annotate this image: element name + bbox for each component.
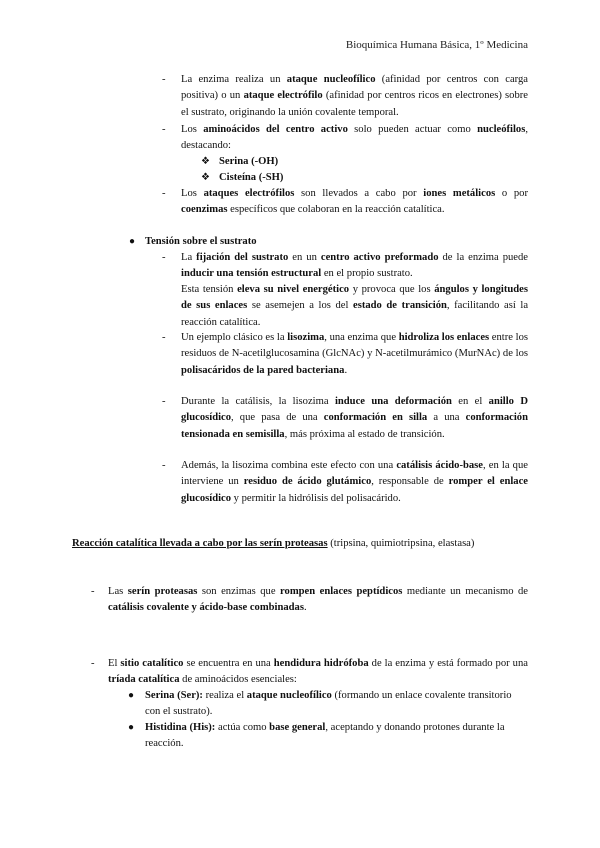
histidina-triad-item: Histidina (His): actúa como base general, aceptando y donando protones durante la reacción. bbox=[145, 722, 505, 750]
diamond-bullet-icon: ❖ bbox=[201, 156, 210, 167]
bullet-icon: ● bbox=[128, 722, 135, 733]
serina-subitem: Serina (-OH) bbox=[219, 156, 279, 167]
nucleophilic-attack-item: La enzima realiza un ataque nucleofílico (afinidad por centros con carga positiva) o un ataque electrófilo (afinidad por centros ricos en electrones) sobre el sustrato, originando la unión covalente temporal. bbox=[181, 74, 529, 118]
lysozyme-example-item: Un ejemplo clásico es la lisozima, una enzima que hidroliza los enlaces entre los residuos de N-acetilglucosamina (GlcNAc) y N-acetilmurámico (MurNAc) de los polisacáridos de la pared bacteriana. bbox=[181, 332, 528, 376]
list-dash: - bbox=[162, 188, 166, 199]
list-dash: - bbox=[162, 252, 166, 263]
catalytic-site-item: El sitio catalítico se encuentra en una hendidura hidrófoba de la enzima y está formado por una tríada catalítica de aminoácidos esenciales: bbox=[108, 658, 528, 686]
page-header: Bioquímica Humana Básica, 1º Medicina bbox=[345, 39, 528, 51]
list-dash: - bbox=[162, 124, 166, 135]
substrate-fixation-item: La fijación del sustrato en un centro activo preformado de la enzima puede inducir una tensión estructural en el propio sustrato. bbox=[181, 252, 529, 280]
bullet-icon: ● bbox=[129, 236, 136, 247]
list-dash: - bbox=[91, 658, 95, 669]
active-center-amino-acids-item: Los aminoácidos del centro activo solo pueden actuar como nucleófilos, destacando: bbox=[181, 124, 528, 152]
list-dash: - bbox=[91, 586, 95, 597]
serine-proteases-item: Las serín proteasas son enzimas que rompen enlaces peptídicos mediante un mecanismo de catálisis covalente y ácido-base combinadas. bbox=[108, 586, 528, 614]
cisteina-subitem: Cisteína (-SH) bbox=[219, 172, 284, 183]
section-heading: Reacción catalítica llevada a cabo por las serín proteasas (tripsina, quimiotripsina, elastasa) bbox=[72, 538, 475, 549]
electrophilic-attacks-item: Los ataques electrófilos son llevados a cabo por iones metálicos o por coenzimas específicos que colaboran en la reacción catalítica. bbox=[181, 188, 529, 216]
acid-base-catalysis-item: Además, la lisozima combina este efecto con una catálisis ácido-base, en la que interviene un residuo de ácido glutámico, responsable de romper el enlace glucosídico y permitir la hidrólisis del polisacárido. bbox=[181, 460, 529, 504]
list-dash: - bbox=[162, 396, 166, 407]
serina-triad-item: Serina (Ser): realiza el ataque nucleofílico (formando un enlace covalente transitorio con el sustrato). bbox=[145, 690, 512, 718]
tension-title: Tensión sobre el sustrato bbox=[145, 236, 257, 247]
list-dash: - bbox=[162, 332, 166, 343]
bullet-icon: ● bbox=[128, 690, 135, 701]
lysozyme-deformation-item: Durante la catálisis, la lisozima induce una deformación en el anillo D glucosídico, que pasa de una conformación en silla a una conformación tensionada en semisilla, más próxima al estado de transición. bbox=[181, 396, 528, 440]
diamond-bullet-icon: ❖ bbox=[201, 172, 210, 183]
list-dash: - bbox=[162, 460, 166, 471]
tension-energy-paragraph: Esta tensión eleva su nivel energético y provoca que los ángulos y longitudes de sus enlaces se asemejen a los del estado de transición, facilitando así la reacción catalítica. bbox=[181, 284, 529, 328]
list-dash: - bbox=[162, 74, 166, 85]
